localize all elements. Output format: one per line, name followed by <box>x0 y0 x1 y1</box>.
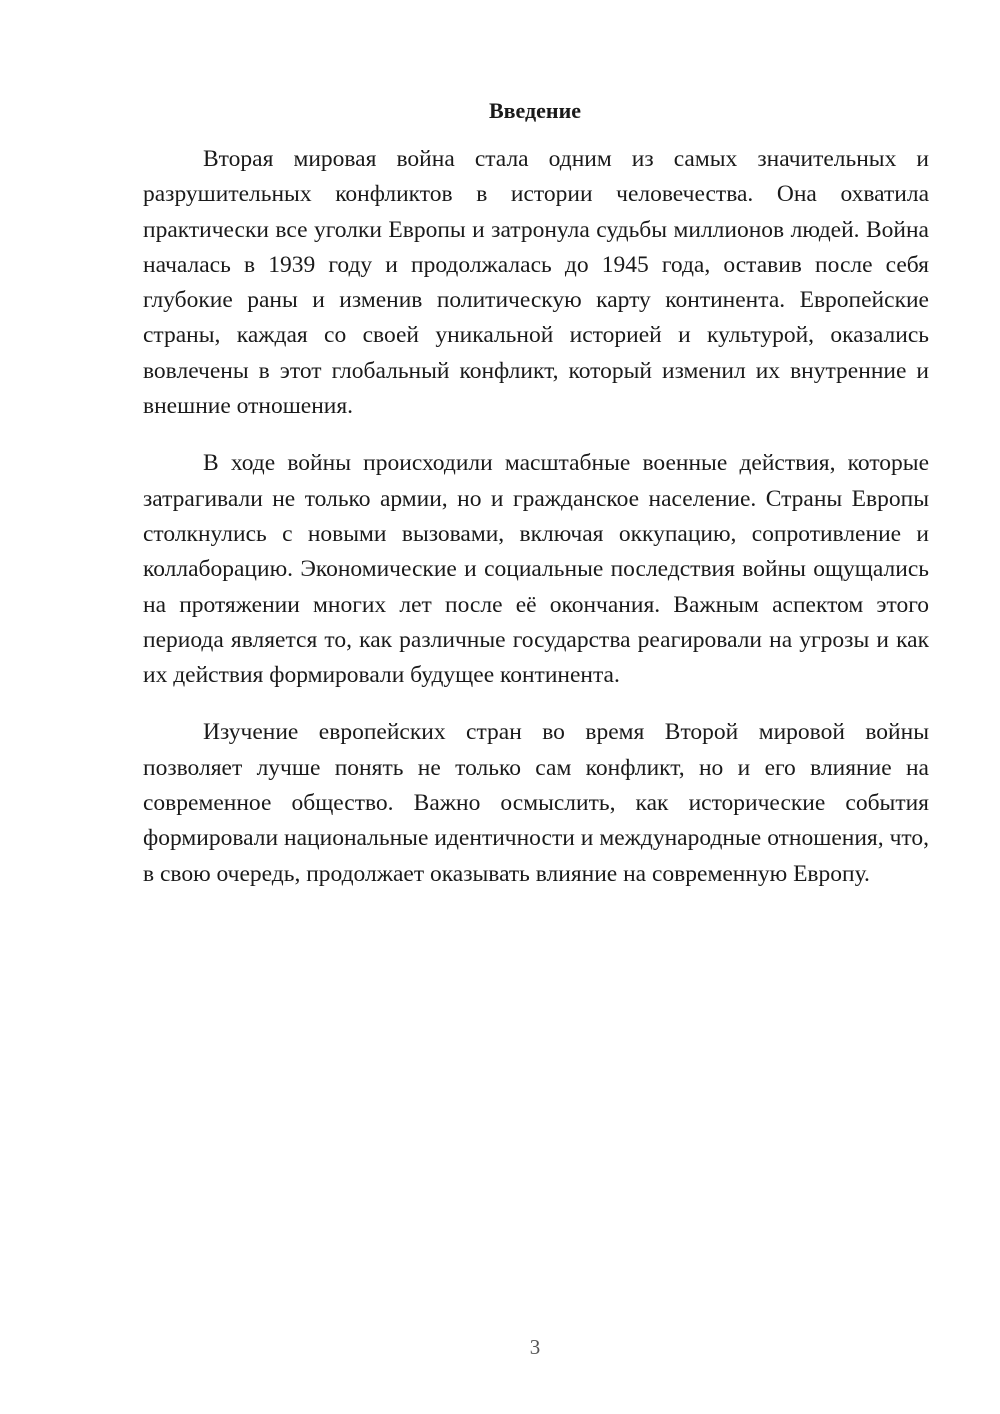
section-heading: Введение <box>488 98 582 123</box>
paragraph-3: Изучение европейских стран во время Второй мировой войны позволяет лучше понять не только сам конфликт, но и его влияние на современное общество. Важно осмыслить, как исторические события формировали национальные идентичности и международные отношения, что, в свою очередь, продолжает оказывать влияние на современную Европу. <box>143 719 929 887</box>
paragraph-2: В ходе войны происходили масштабные военные действия, которые затрагивали не только армии, но и гражданское население. Страны Европы столкнулись с новыми вызовами, включая оккупацию, сопротивление и коллаборацию. Экономические и социальные последствия войны ощущались на протяжении многих лет после её окончания. Важным аспектом этого периода является то, как различные государства реагировали на угрозы и как их действия формировали будущее континента. <box>143 450 929 689</box>
page-number: 3 <box>529 1335 541 1359</box>
paragraph-1: Вторая мировая война стала одним из самых значительных и разрушительных конфликтов в истории человечества. Она охватила практически все уголки Европы и затронула судьбы миллионов людей. Война началась в 1939 году и продолжалась до 1945 года, оставив после себя глубокие раны и изменив политическую карту континента. Европейские страны, каждая со своей уникальной историей и культурой, оказались вовлечены в этот глобальный конфликт, который изменил их внутренние и внешние отношения. <box>143 146 929 420</box>
body-text <box>143 142 929 892</box>
